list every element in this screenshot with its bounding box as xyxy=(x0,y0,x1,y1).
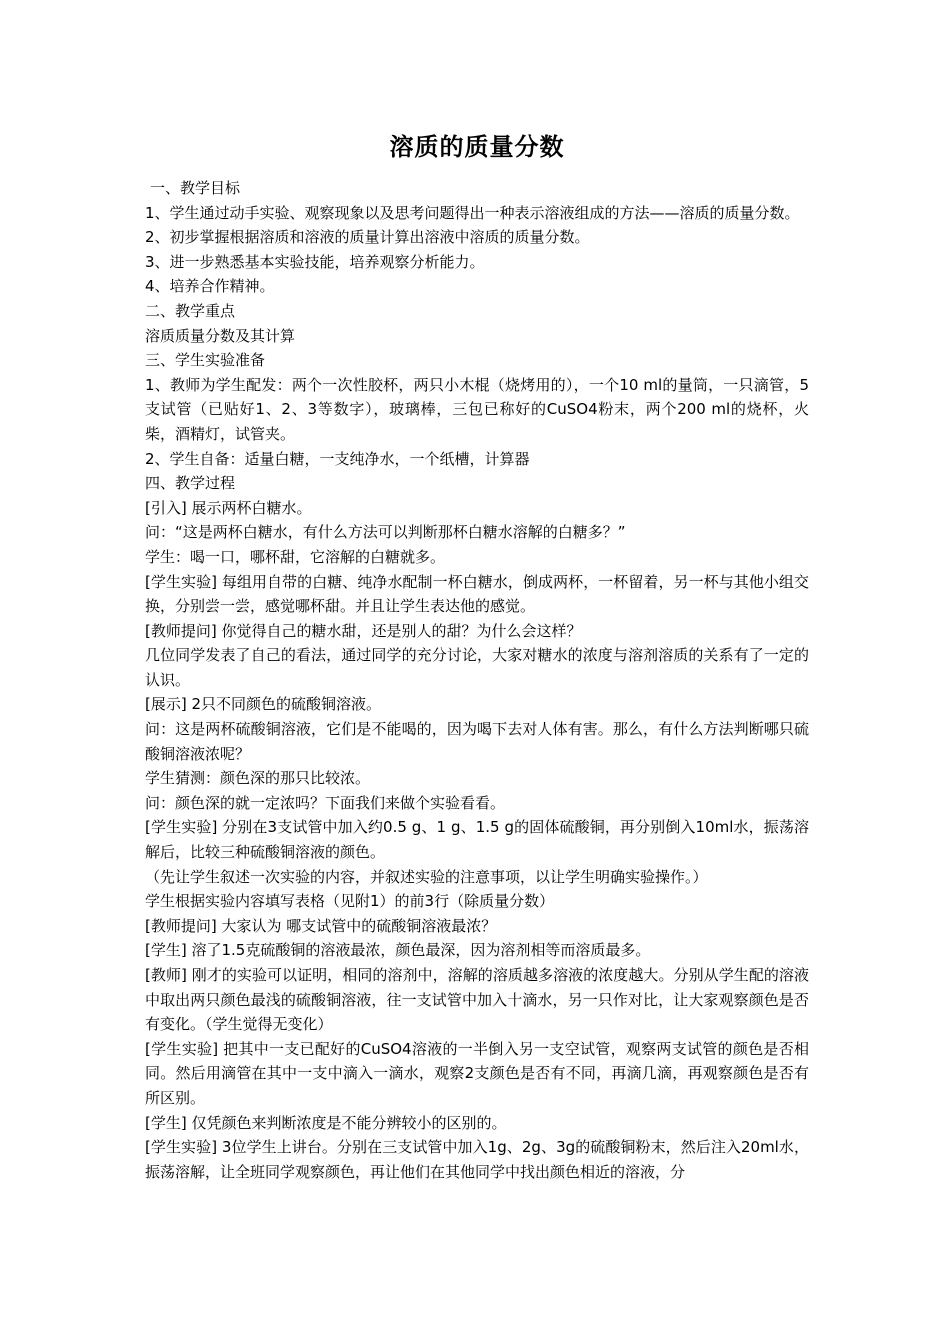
paragraph: （先让学生叙述一次实验的内容，并叙述实验的注意事项，以让学生明确实验操作。） xyxy=(145,867,708,886)
document-body xyxy=(145,176,809,1184)
paragraph: 学生：喝一口，哪杯甜，它溶解的白糖就多。 xyxy=(145,547,446,566)
paragraph: [引入] 展示两杯白糖水。 xyxy=(145,498,312,517)
paragraph: [教师提问] 大家认为 哪支试管中的硫酸铜溶液最浓？ xyxy=(145,916,497,935)
paragraph: [学生实验] 把其中一支已配好的CuSO4溶液的一半倒入另一支空试管，观察两支试管的颜色是否相同。然后用滴管在其中一支中滴入一滴水，观察2支颜色是否有不同，再滴几滴，再观察颜色是否有所区别。 xyxy=(145,1039,809,1107)
paragraph: [学生实验] 分别在3支试管中加入约0.5 g、1 g、1.5 g的固体硫酸铜，再分别倒入10ml水，振荡溶解后，比较三种硫酸铜溶液的颜色。 xyxy=(145,818,809,862)
paragraph: 二、教学重点 xyxy=(145,301,236,320)
document-page xyxy=(145,130,809,1184)
paragraph: [学生实验] 3位学生上讲台。分别在三支试管中加入1g、2g、3g的硫酸铜粉末，然后注入20ml水，振荡溶解，让全班同学观察颜色，再让他们在其他同学中找出颜色相近的溶液，分 xyxy=(145,1138,809,1181)
paragraph: 学生猜测：颜色深的那只比较浓。 xyxy=(145,769,371,788)
paragraph: 四、教学过程 xyxy=(145,474,236,493)
paragraph: 2、学生自备：适量白糖，一支纯净水，一个纸槽，计算器 xyxy=(145,449,530,468)
paragraph: 三、学生实验准备 xyxy=(145,351,266,370)
paragraph: 2、初步掌握根据溶质和溶液的质量计算出溶液中溶质的质量分数。 xyxy=(145,228,590,247)
paragraph: [学生] 溶了1.5克硫酸铜的溶液最浓，颜色最深，因为溶剂相等而溶质最多。 xyxy=(145,941,651,960)
paragraph: [教师] 刚才的实验可以证明，相同的溶剂中，溶解的溶质越多溶液的浓度越大。分别从学生配的溶液中取出两只颜色最浅的硫酸铜溶液，往一支试管中加入十滴水，另一只作对比，让大家观察颜色是否有变化。（学生觉得无变化） xyxy=(145,966,809,1034)
paragraph: 一、教学目标 xyxy=(150,179,241,197)
paragraph: 问：颜色深的就一定浓吗？下面我们来做个实验看看。 xyxy=(145,793,506,812)
paragraph: 学生根据实验内容填写表格（见附1）的前3行（除质量分数） xyxy=(145,892,555,911)
paragraph: [学生] 仅凭颜色来判断浓度是不能分辨较小的区别的。 xyxy=(145,1113,507,1132)
document-title: 溶质的质量分数 xyxy=(389,133,565,161)
paragraph: 问：这是两杯硫酸铜溶液，它们是不能喝的，因为喝下去对人体有害。那么，有什么方法判断哪只硫酸铜溶液浓呢？ xyxy=(145,720,809,763)
paragraph: [教师提问] 你觉得自己的糖水甜，还是别人的甜？为什么会这样？ xyxy=(145,621,582,640)
paragraph: 3、进一步熟悉基本实验技能，培养观察分析能力。 xyxy=(145,252,485,271)
paragraph: 问：“这是两杯白糖水，有什么方法可以判断那杯白糖水溶解的白糖多？” xyxy=(145,523,626,542)
paragraph: 溶质质量分数及其计算 xyxy=(145,326,296,345)
paragraph: 1、学生通过动手实验、观察现象以及思考问题得出一种表示溶液组成的方法——溶质的质量分数。 xyxy=(145,203,800,222)
paragraph: [展示] 2只不同颜色的硫酸铜溶液。 xyxy=(145,695,382,714)
paragraph: 几位同学发表了自己的看法，通过同学的充分讨论，大家对糖水的浓度与溶剂溶质的关系有了一定的认识。 xyxy=(145,646,809,689)
paragraph: 4、培养合作精神。 xyxy=(145,277,275,296)
paragraph: 1、教师为学生配发：两个一次性胶杯，两只小木棍（烧烤用的），一个10 ml的量筒，一只滴管，5支试管（已贴好1、2、3等数字），玻璃棒，三包已称好的CuSO4粉末，两个200 ml的烧杯，火柴，酒精灯，试管夹。 xyxy=(145,375,809,443)
paragraph: [学生实验] 每组用自带的白糖、纯净水配制一杯白糖水，倒成两杯，一杯留着，另一杯与其他小组交换，分别尝一尝，感觉哪杯甜。并且让学生表达他的感觉。 xyxy=(145,572,809,616)
